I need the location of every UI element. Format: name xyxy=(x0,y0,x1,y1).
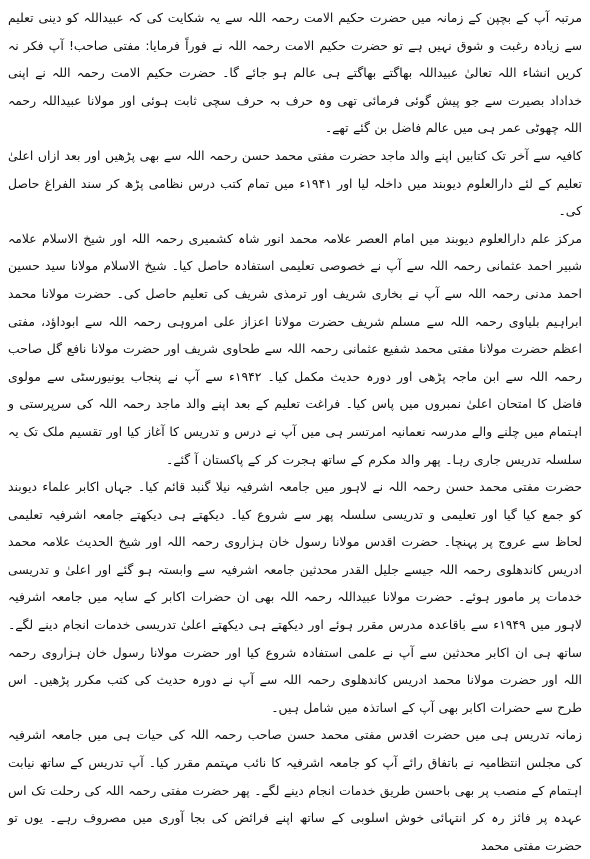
paragraph-2: کافیہ سے آخر تک کتابیں اپنے والد ماجد حضرت مفتی محمد حسن رحمہ اللہ سے بھی پڑھیں اور بعد ازاں اعلیٰ تعلیم کے لئے دارالعلوم دیوبند میں داخلہ لیا اور ۱۹۴۱ء میں تمام کتب درس نظامی پڑھ کر سند الفراغ حاصل کی۔ xyxy=(8,147,582,219)
paragraph-4: حضرت مفتی محمد حسن رحمہ اللہ نے لاہور میں جامعہ اشرفیہ نیلا گنبد قائم کیا۔ جہاں اکابر علماء دیوبند کو جمع کیا گیا اور تعلیمی و تدریسی سلسلہ پھر سے شروع کیا۔ دیکھتے ہی دیکھتے جامعہ اشرفیہ تعلیمی لحاظ سے عروج پر پہنچا۔ حضرت اقدس مولانا رسول خان ہزاروی رحمہ اللہ اور شیخ الحدیث علامہ محمد ادریس کاندھلوی رحمہ اللہ جیسے جلیل القدر محدثین جامعہ اشرفیہ سے وابستہ ہو گئے اور اعلیٰ و تدریسی خدمات پر مامور ہوئے۔ حضرت مولانا عبیداللہ رحمہ اللہ بھی ان حضرات اکابر کے سایہ میں جامعہ اشرفیہ لاہور میں ۱۹۴۹ء سے باقاعدہ مدرس مقرر ہوئے اور دیکھتے ہی دیکھتے اعلیٰ تدریسی خدمات انجام دینے لگے۔ ساتھ ہی ان اکابر محدثین سے آپ نے علمی استفادہ شروع کیا اور حضرت مولانا رسول خان ہزاروی رحمہ اللہ اور حضرت مولانا محمد ادریس کاندھلوی رحمہ اللہ سے آپ نے دورہ حدیث کی کتب مکرر پڑھیں۔ اس طرح سے حضرات اکابر بھی آپ کے اساتذہ میں شامل ہیں۔ xyxy=(8,479,582,715)
paragraph-5: زمانہ تدریس ہی میں حضرت اقدس مفتی محمد حسن صاحب رحمہ اللہ کی حیات ہی میں جامعہ اشرفیہ کی مجلس انتظامیہ نے باتفاق رائے آپ کو جامعہ اشرفیہ کا نائب مہتمم مقرر کیا۔ آپ تدریس کے ساتھ نیابت اہتمام کے منصب پر بھی باحسن طریق خدمات انجام دینے لگے۔ پھر حضرت مفتی رحمہ اللہ کی رحلت تک اس عہدہ پر فائز رہ کر انتہائی خوش اسلوبی کے ساتھ اپنے فرائض کی بجا آوری میں مصروف رہے۔ یوں تو حضرت مفتی محمد xyxy=(8,727,582,853)
paragraph-3: مرکز علم دارالعلوم دیوبند میں امام العصر علامہ محمد انور شاہ کشمیری رحمہ اللہ اور شیخ الاسلام علامہ شبیر احمد عثمانی رحمہ اللہ سے آپ نے خصوصی تعلیمی استفادہ حاصل کیا۔ شیخ الاسلام مولانا سید حسین احمد مدنی رحمہ اللہ سے آپ نے بخاری شریف اور ترمذی شریف کی تعلیم حاصل کی۔ حضرت مولانا محمد ابراہیم بلیاوی رحمہ اللہ سے مسلم شریف حضرت مولانا اعزاز علی امروہی رحمہ اللہ سے ابوداؤد، مفتی اعظم حضرت مولانا مفتی محمد شفیع عثمانی رحمہ اللہ سے طحاوی شریف اور حضرت مولانا نافع گل صاحب رحمہ اللہ سے ابن ماجہ پڑھی اور دورہ حدیث مکمل کیا۔ ۱۹۴۲ء سے آپ نے پنجاب یونیورسٹی سے مولوی فاضل کا امتحان اعلیٰ نمبروں میں پاس کیا۔ فراغت تعلیم کے بعد اپنے والد ماجد رحمہ اللہ کی سرپرستی و اہتمام میں چلنے والے مدرسہ نعمانیہ امرتسر ہی میں آپ نے درس و تدریس کا آغاز کیا اور تقسیم ملک تک یہ سلسلہ تدریس جاری رہا۔ پھر والد مکرم کے ساتھ ہجرت کر کے پاکستان آ گئے۔ xyxy=(8,230,582,467)
paragraph-1: مرتبہ آپ کے بچپن کے زمانہ میں حضرت حکیم الامت رحمہ اللہ سے یہ شکایت کی کہ عبیداللہ کو دینی تعلیم سے زیادہ رغبت و شوق نہیں ہے تو حضرت حکیم الامت رحمہ اللہ نے فوراً فرمایا: مفتی صاحب! آپ فکر نہ کریں انشاء اللہ تعالیٰ عبیداللہ بھاگتے بھاگتے ہی عالم ہو جائے گا۔ حضرت حکیم الامت رحمہ اللہ نے اپنی خداداد بصیرت سے جو پیش گوئی فرمائی تھی وہ حرف بہ حرف سچی ثابت ہوئی اور مولانا عبیداللہ رحمہ اللہ چھوٹی عمر ہی میں عالم فاضل بن گئے تھے۔ xyxy=(8,10,582,136)
